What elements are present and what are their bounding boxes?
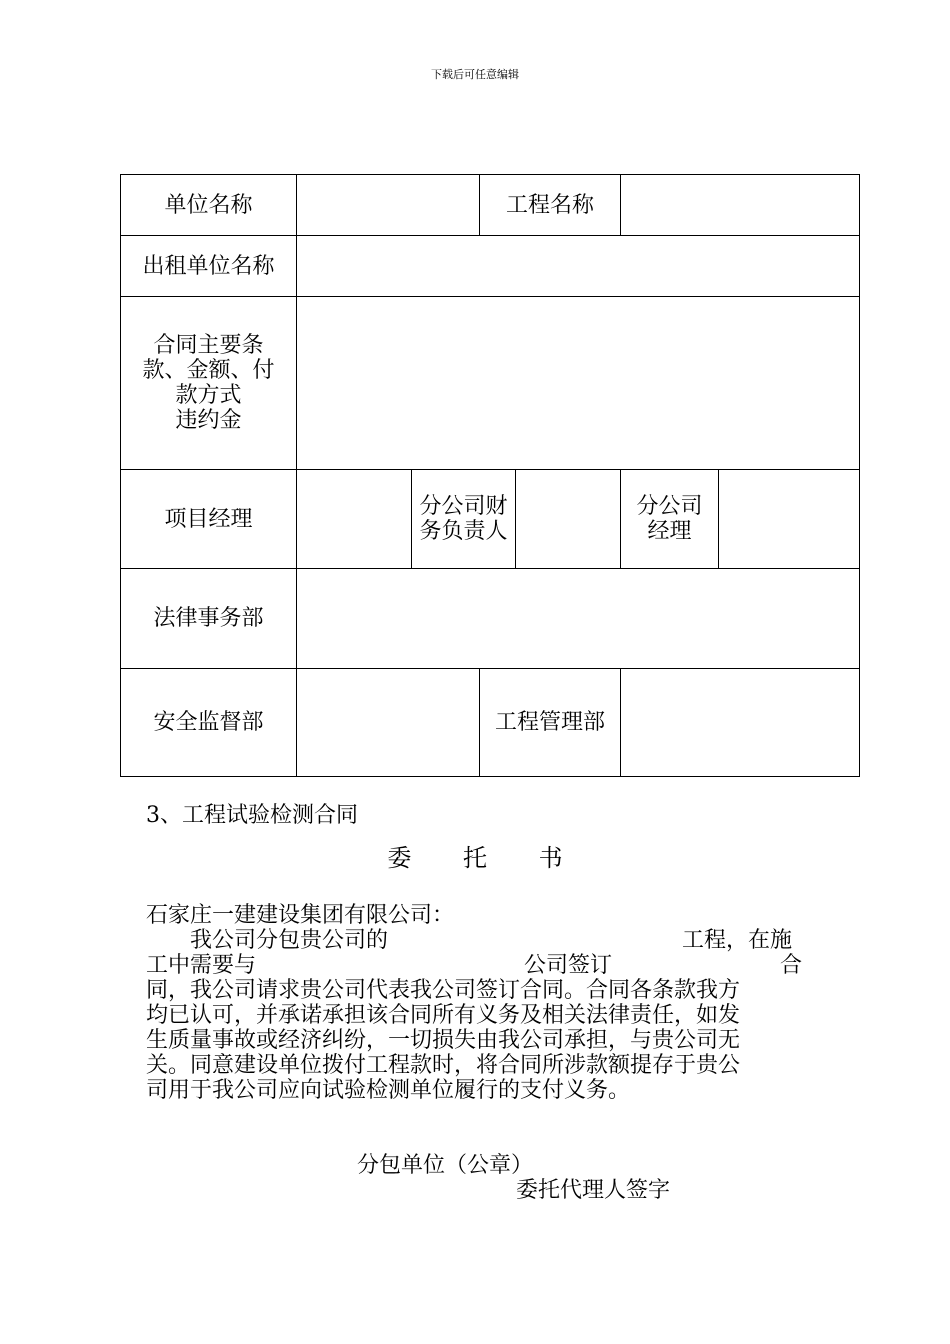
contract-terms-line: 款方式 xyxy=(175,383,242,408)
legal-dept-value[interactable] xyxy=(297,569,860,669)
branch-finance-value[interactable] xyxy=(516,470,621,569)
branch-manager-label xyxy=(621,470,719,569)
project-name-label: 工程名称 xyxy=(480,175,621,236)
approval-form-table xyxy=(120,174,860,777)
letter-line-6: 关。同意建设单位拨付工程款时，将合同所涉款额提存于贵公 xyxy=(146,1053,741,1078)
lessor-name-label: 出租单位名称 xyxy=(121,236,297,297)
form-row-safety xyxy=(121,669,860,777)
form-row-unit xyxy=(121,175,860,236)
form-row-legal xyxy=(121,569,860,669)
letter-salutation: 石家庄一建建设集团有限公司： xyxy=(146,903,455,928)
contract-terms-value[interactable] xyxy=(297,297,860,470)
letter-line-7: 司用于我公司应向试验检测单位履行的支付义务。 xyxy=(146,1078,631,1103)
contract-terms-line: 合同主要条 xyxy=(153,333,264,358)
letter-title-char: 托 xyxy=(463,844,487,872)
letter-line-5: 生质量事故或经济纠纷，一切损失由我公司承担，与贵公司无 xyxy=(146,1028,741,1053)
unit-name-value[interactable] xyxy=(297,175,480,236)
letter-line-2-start: 工中需要与 xyxy=(146,953,257,978)
project-manager-value[interactable] xyxy=(297,470,412,569)
letter-line-1-end: 工程，在施 xyxy=(682,928,793,953)
letter-title-char: 委 xyxy=(387,844,412,872)
engineering-dept-value[interactable] xyxy=(621,669,860,777)
project-manager-label: 项目经理 xyxy=(121,470,297,569)
letter-title xyxy=(0,838,950,873)
branch-manager-line: 经理 xyxy=(647,519,692,544)
contract-terms-line: 违约金 xyxy=(175,408,242,433)
safety-dept-label: 安全监督部 xyxy=(121,669,297,777)
project-name-value[interactable] xyxy=(621,175,860,236)
legal-dept-label: 法律事务部 xyxy=(121,569,297,669)
letter-line-2-end: 合 xyxy=(780,953,803,978)
unit-name-label: 单位名称 xyxy=(121,175,297,236)
contract-terms-line: 款、金额、付 xyxy=(142,358,275,383)
branch-finance-line: 分公司财 xyxy=(419,494,508,519)
letter-line-2-middle: 公司签订 xyxy=(524,953,613,978)
letter-line-3: 同，我公司请求贵公司代表我公司签订合同。合同各条款我方 xyxy=(146,978,741,1003)
branch-finance-label xyxy=(412,470,516,569)
branch-finance-line: 务负责人 xyxy=(419,519,508,544)
form-row-lessor xyxy=(121,236,860,297)
safety-dept-value[interactable] xyxy=(297,669,480,777)
letter-line-1-start: 我公司分包贵公司的 xyxy=(190,928,389,953)
letter-title-char: 书 xyxy=(538,844,563,872)
branch-manager-line: 分公司 xyxy=(636,494,703,519)
lessor-name-value[interactable] xyxy=(297,236,860,297)
contract-terms-label xyxy=(121,297,297,470)
section-heading: 3、工程试验检测合同 xyxy=(146,803,358,828)
form-row-managers xyxy=(121,470,860,569)
letter-line-4: 均已认可，并承诺承担该合同所有义务及相关法律责任，如发 xyxy=(146,1003,741,1028)
branch-manager-value[interactable] xyxy=(719,470,860,569)
engineering-dept-label: 工程管理部 xyxy=(480,669,621,777)
page-header-note: 下载后可任意编辑 xyxy=(431,68,519,81)
form-row-contract-terms xyxy=(121,297,860,470)
sign-agent-signature: 委托代理人签字 xyxy=(516,1178,671,1203)
sign-unit-seal: 分包单位（公章） xyxy=(357,1153,534,1178)
